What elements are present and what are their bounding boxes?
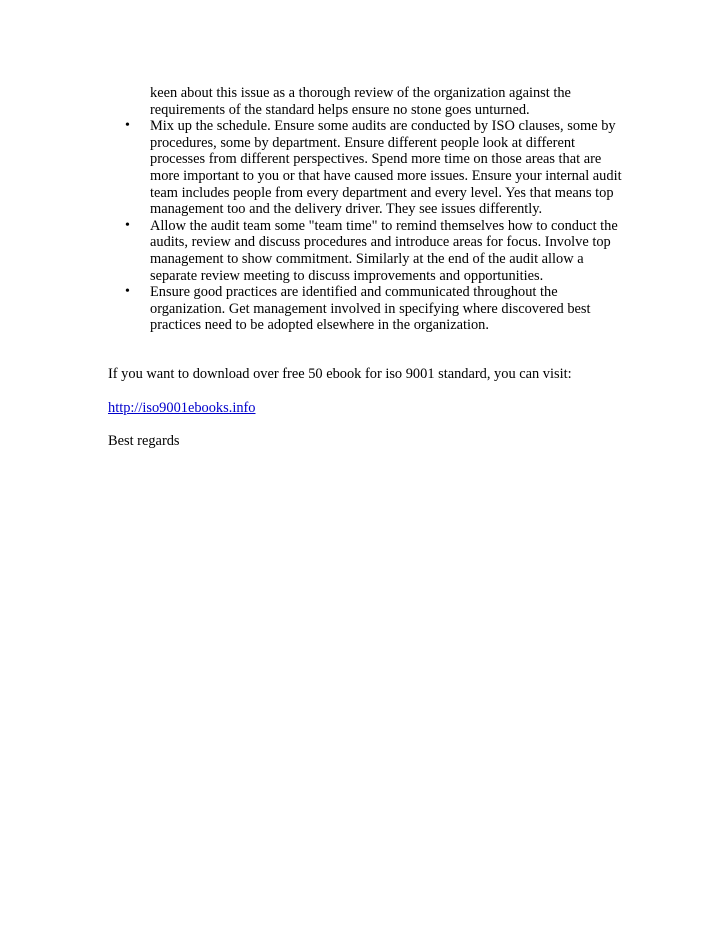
bullet-icon: • <box>125 118 130 134</box>
list-item <box>108 218 628 235</box>
list-item-line: management too and the delivery driver. They see issues differently. <box>150 201 543 218</box>
list-item-line: processes from different perspectives. Spend more time on those areas that are <box>150 151 602 168</box>
list-item-line: audits, review and discuss procedures and introduce areas for focus. Involve top <box>150 234 611 251</box>
bullet-icon: • <box>125 217 130 233</box>
list-item-line: team includes people from every department and every level. Yes that means top <box>150 184 614 201</box>
list-item-line: organization. Get management involved in specifying where discovered best <box>150 300 591 317</box>
list-item <box>108 284 628 301</box>
list-item-continuation-line: requirements of the standard helps ensure no stone goes unturned. <box>150 101 530 118</box>
download-paragraph: If you want to download over free 50 ebook for iso 9001 standard, you can visit: <box>108 366 572 382</box>
list-item-line: separate review meeting to discuss improvements and opportunities. <box>150 267 544 284</box>
bullet-list <box>108 85 628 334</box>
list-item-line: more important to you or that have caused more issues. Ensure your internal audit <box>150 167 622 184</box>
list-item-continuation-line: keen about this issue as a thorough review of the organization against the <box>150 85 571 101</box>
list-item-line: Ensure good practices are identified and communicated throughout the <box>150 284 558 301</box>
list-item-line: management to show commitment. Similarly at the end of the audit allow a <box>150 250 584 267</box>
list-item-line: procedures, some by department. Ensure different people look at different <box>150 134 576 151</box>
list-item-line: practices need to be adopted elsewhere in the organization. <box>150 317 489 334</box>
list-item <box>108 118 628 135</box>
closing-text: Best regards <box>108 433 180 449</box>
ebooks-link[interactable]: http://iso9001ebooks.info <box>108 400 256 416</box>
list-item-line: Mix up the schedule. Ensure some audits are conducted by ISO clauses, some by <box>150 118 616 135</box>
bullet-icon: • <box>125 284 130 300</box>
list-item-line: Allow the audit team some "team time" to remind themselves how to conduct the <box>150 217 618 234</box>
